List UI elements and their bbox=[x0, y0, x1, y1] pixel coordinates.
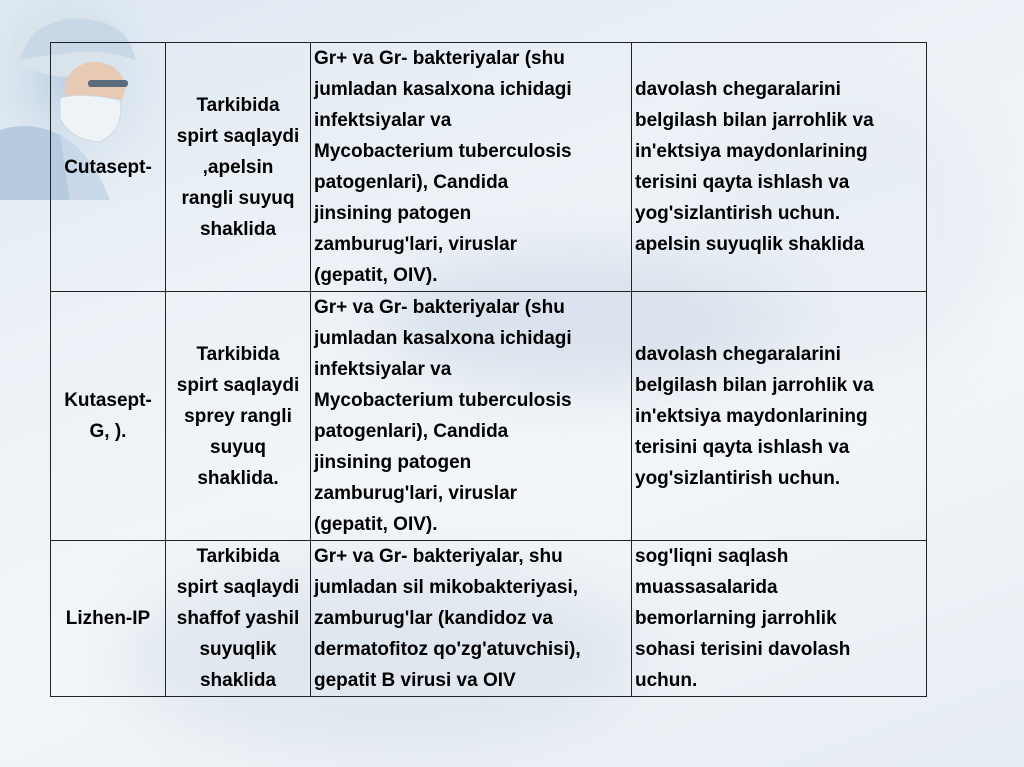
product-name: Lizhen-IP bbox=[65, 608, 151, 629]
product-name-cell bbox=[51, 43, 166, 292]
usage-cell bbox=[632, 43, 927, 292]
activity-text: Gr+ va Gr- bakteriyalar (shu jumladan kasalxona ichidagi infektsiyalar va Mycobacterium tuberculosis patogenlari), Candida jinsining patogen zamburug'lari, viruslar (gepatit, OIV). bbox=[314, 48, 572, 286]
activity-cell bbox=[311, 541, 632, 697]
table-row bbox=[51, 541, 927, 697]
activity-text: Gr+ va Gr- bakteriyalar (shu jumladan kasalxona ichidagi infektsiyalar va Mycobacterium tuberculosis patogenlari), Candida jinsining patogen zamburug'lari, viruslar (gepatit, OIV). bbox=[314, 297, 572, 535]
composition-cell bbox=[166, 541, 311, 697]
usage-text: davolash chegaralarini belgilash bilan jarrohlik va in'ektsiya maydonlarining terisini qayta ishlash va yog'sizlantirish uchun. bbox=[635, 343, 874, 489]
table-row bbox=[51, 292, 927, 541]
activity-text: Gr+ va Gr- bakteriyalar, shu jumladan sil mikobakteriyasi, zamburug'lar (kandidoz va dermatofitoz qo'zg'atuvchisi), gepatit B virusi va OIV bbox=[314, 546, 581, 691]
table-row bbox=[51, 43, 927, 292]
product-name-cell bbox=[51, 541, 166, 697]
composition-text: Tarkibida spirt saqlaydi ,apelsin rangli suyuq shaklida bbox=[176, 94, 300, 240]
activity-cell bbox=[311, 292, 632, 541]
composition-cell bbox=[166, 43, 311, 292]
product-table bbox=[50, 42, 927, 697]
usage-text: sog'liqni saqlash muassasalarida bemorlarning jarrohlik sohasi terisini davolash uchun. bbox=[635, 546, 851, 691]
product-name-cell bbox=[51, 292, 166, 541]
product-name: Cutasept- bbox=[64, 156, 152, 178]
usage-text: davolash chegaralarini belgilash bilan jarrohlik va in'ektsiya maydonlarining terisini qayta ishlash va yog'sizlantirish uchun. apelsin suyuqlik shaklida bbox=[635, 79, 874, 255]
product-name: Kutasept- G, ). bbox=[64, 390, 152, 442]
usage-cell bbox=[632, 292, 927, 541]
activity-cell bbox=[311, 43, 632, 292]
composition-text: Tarkibida spirt saqlaydi shaffof yashil suyuqlik shaklida bbox=[176, 546, 300, 691]
composition-cell bbox=[166, 292, 311, 541]
usage-cell bbox=[632, 541, 927, 697]
composition-text: Tarkibida spirt saqlaydi sprey rangli suyuq shaklida. bbox=[176, 343, 300, 489]
